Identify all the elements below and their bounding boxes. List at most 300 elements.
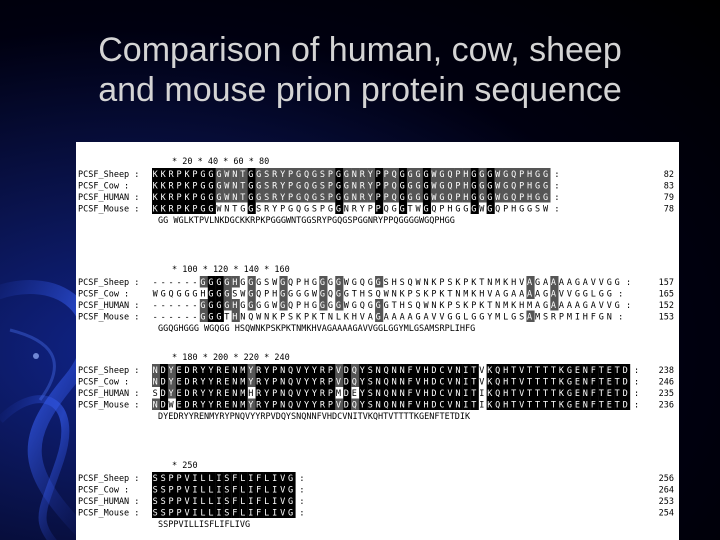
residue: Y (367, 192, 373, 203)
residue: S (455, 300, 461, 311)
residue: G (216, 181, 222, 192)
residue: T (550, 388, 557, 399)
residue: A (367, 312, 373, 323)
residue: S (367, 400, 373, 411)
residue: S (152, 496, 158, 507)
sequence-position: 78 (663, 204, 674, 215)
residue: G (375, 300, 381, 311)
residue: Q (375, 289, 381, 300)
residue: N (343, 204, 349, 215)
residue: I (463, 388, 469, 399)
sequence-end-colon: : (626, 300, 632, 311)
residue: D (160, 400, 166, 411)
residue: G (535, 169, 541, 180)
residue: L (200, 496, 206, 507)
residue: K (311, 312, 318, 323)
title-line-1: Comparison of human, cow, sheep (98, 31, 622, 69)
residue: W (383, 289, 389, 300)
residue: P (168, 473, 174, 484)
residue: G (288, 485, 294, 496)
residue: G (288, 508, 294, 519)
residue: K (487, 377, 493, 388)
residue: D (184, 365, 190, 376)
residue: E (574, 377, 580, 388)
residue: V (184, 473, 190, 484)
residue: S (160, 473, 166, 484)
residue: N (232, 192, 238, 203)
residue: G (343, 289, 349, 300)
residue: N (423, 277, 429, 288)
residue: T (487, 300, 493, 311)
residue: N (232, 365, 238, 376)
residue: G (375, 277, 381, 288)
residue: T (535, 377, 541, 388)
residue: T (542, 400, 549, 411)
residue: Y (208, 365, 214, 376)
residue: H (511, 277, 517, 288)
residue: G (240, 300, 246, 311)
residue: G (216, 312, 222, 323)
residue: I (272, 485, 278, 496)
residue: K (487, 388, 493, 399)
residue: P (327, 181, 333, 192)
residue: N (240, 312, 246, 323)
residue: Y (367, 181, 373, 192)
sequence-end-colon: : (554, 169, 560, 180)
residue: R (359, 192, 365, 203)
residue: G (582, 289, 588, 300)
sequence-name: PCSF_Mouse : (78, 508, 140, 519)
residue: H (447, 204, 453, 215)
residue: R (272, 169, 278, 180)
residue: K (160, 169, 166, 180)
residue: T (479, 277, 485, 288)
sequence-name: PCSF_HUMAN : (78, 496, 140, 507)
residue: G (471, 192, 477, 203)
residue: I (463, 365, 469, 376)
residue: Y (311, 400, 318, 411)
residue: T (240, 192, 246, 203)
residue: I (463, 377, 469, 388)
residue: R (264, 204, 270, 215)
residue: I (192, 473, 198, 484)
residue: G (423, 192, 429, 203)
residue: G (542, 289, 549, 300)
residue: N (582, 377, 588, 388)
sequence-position: 264 (658, 485, 674, 496)
residue: Q (359, 277, 365, 288)
consensus-line: GGQGHGGG WGQGG HSQWNKPSKPKTNMKHVAGAAAAGAVVGGLGGYMLGSAMSRPLIHFG (158, 324, 476, 334)
residue: E (574, 365, 580, 376)
residue: I (216, 496, 222, 507)
residue: D (622, 377, 628, 388)
alignment-block (78, 157, 674, 226)
residue: N (399, 365, 405, 376)
residue: - (152, 300, 158, 311)
residue: G (574, 277, 580, 288)
residue: K (439, 300, 445, 311)
residue: C (439, 365, 445, 376)
residue: - (160, 300, 166, 311)
residue: S (415, 289, 421, 300)
residue: Y (264, 377, 270, 388)
residue: W (343, 300, 349, 311)
residue: G (399, 192, 405, 203)
residue: N (495, 300, 501, 311)
residue: V (487, 289, 493, 300)
residue: P (272, 388, 278, 399)
residue: F (590, 400, 596, 411)
residue: G (311, 300, 318, 311)
sequence-name: PCSF_Cow : (78, 485, 130, 496)
residue: T (511, 400, 517, 411)
residue: F (232, 508, 238, 519)
residue: W (423, 300, 429, 311)
residue: S (367, 377, 373, 388)
residue: Q (495, 388, 501, 399)
residue: N (455, 365, 461, 376)
residue: V (415, 365, 421, 376)
residue: R (216, 365, 222, 376)
residue: V (598, 300, 604, 311)
residue: Y (248, 377, 254, 388)
residue: Y (303, 400, 310, 411)
residue: P (296, 300, 302, 311)
residue: G (335, 181, 341, 192)
residue: G (399, 204, 405, 215)
residue: V (415, 388, 421, 399)
residue: L (240, 473, 246, 484)
residue: G (598, 289, 604, 300)
residue: S (311, 204, 318, 215)
residue: L (200, 508, 206, 519)
sequence-position: 153 (658, 312, 674, 323)
residue: T (550, 377, 557, 388)
residue: S (224, 485, 230, 496)
residue: L (264, 473, 270, 484)
residue: V (184, 496, 190, 507)
residue: S (152, 508, 158, 519)
residue: V (280, 508, 286, 519)
residue: G (487, 204, 493, 215)
residue: N (375, 400, 381, 411)
residue: G (542, 169, 549, 180)
residue: R (168, 181, 174, 192)
sequence-end-colon: : (554, 192, 560, 203)
residue: A (527, 312, 533, 323)
residue: K (558, 388, 565, 399)
residue: Q (391, 169, 397, 180)
residue: N (582, 400, 588, 411)
residue: Y (248, 400, 254, 411)
residue: E (606, 400, 612, 411)
residue: H (511, 204, 517, 215)
sequence-row (78, 495, 674, 507)
sequence-row (78, 203, 674, 215)
sequence-end-colon: : (554, 204, 560, 215)
residue: W (216, 204, 222, 215)
residue: P (176, 192, 182, 203)
residue: T (598, 377, 604, 388)
residue: H (391, 277, 397, 288)
residue: P (327, 400, 333, 411)
residue: W (152, 289, 158, 300)
residue: T (240, 181, 246, 192)
residue: R (192, 365, 198, 376)
residue: P (558, 312, 565, 323)
residue: G (455, 312, 461, 323)
residue: G (216, 192, 222, 203)
residue: E (574, 400, 580, 411)
residue: G (288, 473, 294, 484)
residue: G (391, 204, 397, 215)
residue: Q (288, 277, 294, 288)
residue: T (511, 365, 517, 376)
residue: P (375, 169, 381, 180)
residue: Q (327, 289, 333, 300)
residue: H (359, 289, 365, 300)
residue: Y (280, 192, 286, 203)
residue: G (574, 289, 580, 300)
residue: Y (280, 169, 286, 180)
residue: V (184, 485, 190, 496)
residue: A (495, 289, 501, 300)
residue: G (303, 204, 310, 215)
residue: G (248, 181, 254, 192)
residue: M (566, 312, 572, 323)
residue: L (463, 312, 469, 323)
residue: G (288, 496, 294, 507)
residue: P (367, 204, 373, 215)
residue: V (598, 277, 604, 288)
residue: N (224, 204, 230, 215)
residue: G (200, 169, 206, 180)
residue: Q (351, 400, 357, 411)
sequence-position: 236 (658, 400, 674, 411)
residue: - (152, 312, 158, 323)
residue: K (184, 204, 190, 215)
residue: Y (200, 388, 206, 399)
residue: K (431, 277, 437, 288)
residue: P (471, 300, 477, 311)
residue: G (216, 169, 222, 180)
residue: V (519, 400, 525, 411)
residue: - (192, 300, 198, 311)
residue: G (280, 300, 286, 311)
residue: E (224, 365, 230, 376)
residue: K (160, 204, 166, 215)
residue: L (590, 289, 596, 300)
residue: G (614, 277, 620, 288)
residue: L (240, 496, 246, 507)
residue: Y (359, 365, 365, 376)
sequence-name: PCSF_HUMAN : (78, 192, 140, 203)
residue: P (176, 473, 182, 484)
residue: I (479, 400, 485, 411)
residue: G (288, 204, 294, 215)
sequence-position: 238 (658, 365, 674, 376)
residue: Y (264, 400, 270, 411)
residue: P (519, 181, 525, 192)
residue: N (232, 377, 238, 388)
residue: Y (200, 377, 206, 388)
sequence-end-colon: : (634, 365, 640, 376)
residue: G (248, 289, 254, 300)
residue: S (224, 496, 230, 507)
residue: G (343, 192, 349, 203)
slide-title (0, 30, 720, 110)
residue: W (495, 169, 501, 180)
residue: P (375, 192, 381, 203)
sequence-name: PCSF_Mouse : (78, 312, 140, 323)
residue: G (280, 289, 286, 300)
residue: Q (248, 312, 254, 323)
residue: K (471, 277, 477, 288)
residue: L (264, 485, 270, 496)
sequence-end-colon: : (626, 277, 632, 288)
residue: G (319, 277, 326, 288)
residue: P (168, 496, 174, 507)
residue: V (296, 400, 302, 411)
residue: L (200, 485, 206, 496)
residue: K (399, 289, 405, 300)
residue: S (447, 277, 453, 288)
residue: - (184, 312, 190, 323)
sequence-row (78, 387, 674, 399)
residue: V (335, 400, 341, 411)
residue: K (152, 204, 158, 215)
residue: G (415, 169, 421, 180)
residue: L (240, 508, 246, 519)
residue: S (367, 388, 373, 399)
residue: D (431, 377, 437, 388)
residue: V (296, 365, 302, 376)
residue: G (200, 312, 206, 323)
residue: P (383, 181, 389, 192)
residue: G (327, 300, 333, 311)
residue: P (439, 277, 445, 288)
residue: N (375, 365, 381, 376)
residue: F (590, 312, 596, 323)
residue: D (343, 365, 349, 376)
residue: G (415, 192, 421, 203)
residue: R (256, 365, 262, 376)
sequence-end-colon: : (634, 377, 640, 388)
residue: V (479, 377, 485, 388)
residue: N (375, 388, 381, 399)
residue: P (407, 289, 413, 300)
residue: - (152, 277, 158, 288)
residue: K (471, 289, 477, 300)
residue: V (606, 300, 612, 311)
residue: K (558, 377, 565, 388)
residue: W (431, 181, 437, 192)
residue: Q (511, 192, 517, 203)
residue: Q (288, 300, 294, 311)
residue: D (343, 388, 349, 399)
residue: S (399, 277, 405, 288)
residue: C (439, 388, 445, 399)
residue: M (240, 388, 246, 399)
ruler-line: * 180 * 200 * 220 * 240 (172, 353, 290, 363)
residue: - (160, 312, 166, 323)
residue: - (176, 312, 182, 323)
residue: K (487, 400, 493, 411)
residue: E (176, 388, 182, 399)
residue: A (558, 300, 565, 311)
residue: N (327, 312, 333, 323)
residue: G (407, 181, 413, 192)
residue: R (256, 388, 262, 399)
residue: D (622, 388, 628, 399)
residue: G (248, 204, 254, 215)
residue: H (423, 377, 429, 388)
residue: S (264, 181, 270, 192)
residue: N (399, 388, 405, 399)
residue: A (582, 277, 588, 288)
residue: N (582, 365, 588, 376)
sequence-end-colon: : (299, 485, 305, 496)
alignment-figure (76, 142, 679, 540)
residue: P (519, 192, 525, 203)
residue: P (192, 204, 198, 215)
residue: G (248, 169, 254, 180)
residue: N (152, 400, 158, 411)
residue: Y (303, 377, 310, 388)
residue: Y (208, 388, 214, 399)
residue: P (176, 485, 182, 496)
residue: G (335, 204, 341, 215)
sequence-position: 254 (658, 508, 674, 519)
residue: E (224, 388, 230, 399)
residue: G (367, 300, 373, 311)
ruler-line: * 20 * 40 * 60 * 80 (172, 157, 270, 167)
residue: S (383, 277, 389, 288)
residue: T (471, 365, 477, 376)
residue: G (527, 204, 533, 215)
residue: R (168, 169, 174, 180)
residue: Y (168, 377, 174, 388)
consensus-line: DYEDRYYRENMYRYPNQVYYRPVDQYSNQNNFVHDCVNITVKQHTVTTTTKGENFTETDIK (158, 412, 471, 422)
residue: P (176, 508, 182, 519)
residue: W (495, 181, 501, 192)
residue: G (343, 169, 349, 180)
residue: S (232, 289, 238, 300)
residue: H (527, 192, 533, 203)
residue: P (431, 289, 437, 300)
residue: R (192, 388, 198, 399)
residue: F (590, 377, 596, 388)
residue: G (471, 181, 477, 192)
residue: S (542, 312, 549, 323)
residue: H (527, 181, 533, 192)
residue: D (184, 388, 190, 399)
residue: - (168, 277, 174, 288)
residue: H (503, 365, 509, 376)
residue: G (399, 181, 405, 192)
residue: D (431, 388, 437, 399)
residue: N (391, 377, 397, 388)
residue: H (423, 400, 429, 411)
residue: P (280, 204, 286, 215)
residue: G (256, 300, 262, 311)
residue: G (503, 192, 509, 203)
residue: Y (168, 388, 174, 399)
residue: K (152, 169, 158, 180)
residue: K (558, 400, 565, 411)
residue: A (542, 277, 549, 288)
residue: G (208, 192, 214, 203)
